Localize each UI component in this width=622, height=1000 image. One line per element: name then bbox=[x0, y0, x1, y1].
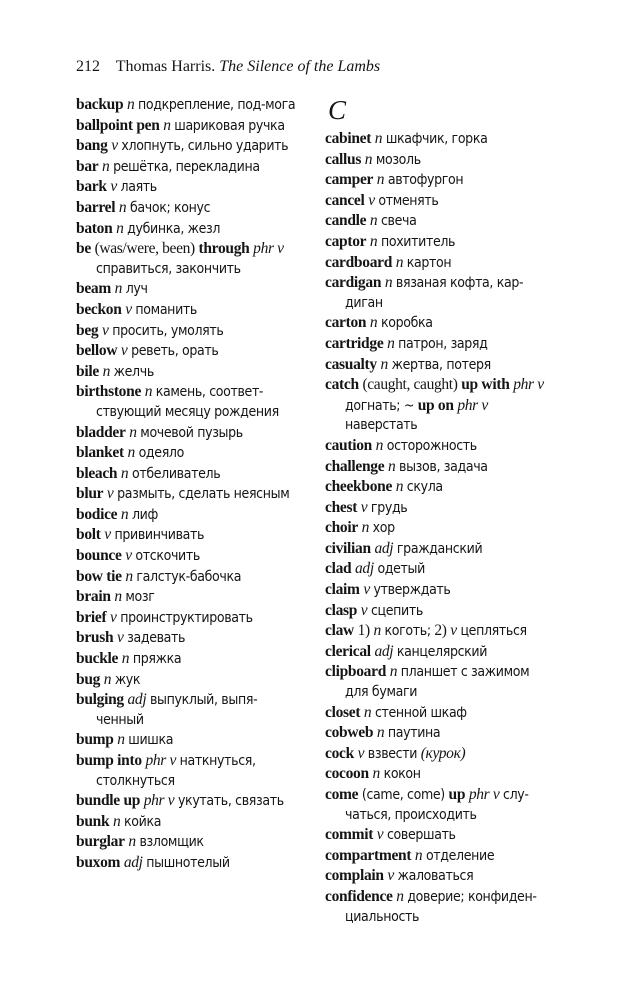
glossary-entry bbox=[325, 232, 549, 253]
headword: bow tie bbox=[76, 567, 122, 585]
translation: койка bbox=[124, 813, 162, 830]
headword: come bbox=[325, 786, 359, 803]
part-of-speech: v bbox=[102, 321, 109, 339]
headword: beam bbox=[76, 280, 111, 298]
translation: планшет с зажимом для бумаги bbox=[345, 664, 530, 701]
headword: catch bbox=[325, 376, 359, 394]
translation: галстук-бабочка bbox=[136, 568, 242, 585]
part-of-speech: v bbox=[110, 178, 117, 196]
translation: укутать, связать bbox=[177, 793, 284, 810]
part-of-speech: n bbox=[125, 567, 133, 585]
glossary-entry bbox=[325, 559, 549, 580]
glossary-entry bbox=[76, 791, 300, 812]
part-of-speech: n bbox=[376, 724, 385, 742]
glossary-entry bbox=[76, 443, 300, 464]
headword: bang bbox=[76, 137, 108, 155]
glossary-entry bbox=[76, 239, 300, 279]
headword: commit bbox=[325, 826, 374, 844]
part-of-speech: n bbox=[384, 274, 393, 292]
translation: лиф bbox=[131, 506, 158, 523]
glossary-entry bbox=[76, 587, 300, 608]
headword: beg bbox=[76, 321, 99, 339]
headword: blanket bbox=[76, 444, 124, 462]
glossary-entry bbox=[76, 321, 300, 342]
headword: civilian bbox=[325, 539, 371, 557]
part-of-speech: n bbox=[387, 334, 395, 352]
headword: bulging bbox=[76, 691, 124, 709]
headword: candle bbox=[325, 212, 367, 230]
translation: стенной шкаф bbox=[374, 704, 467, 721]
translation: мозг bbox=[125, 589, 155, 606]
glossary-entry bbox=[325, 601, 549, 622]
page-number: 212 bbox=[76, 58, 100, 75]
glossary-column-right bbox=[325, 95, 549, 927]
glossary-entry bbox=[76, 362, 300, 383]
translation: слу-чаться, происходить bbox=[345, 787, 529, 823]
headword: cheekbone bbox=[325, 478, 393, 496]
glossary-entry bbox=[325, 621, 549, 642]
headword: bark bbox=[76, 178, 107, 196]
translation: мозоль bbox=[375, 151, 421, 168]
section-letter: C bbox=[328, 95, 347, 125]
glossary-entry bbox=[76, 567, 300, 588]
part-of-speech: adj bbox=[123, 853, 143, 871]
part-of-speech: v bbox=[357, 744, 365, 762]
part-of-speech: v bbox=[125, 547, 132, 565]
headword: complain bbox=[325, 867, 384, 885]
page-header bbox=[76, 58, 380, 76]
translation: кокон bbox=[383, 766, 421, 783]
part-of-speech: v bbox=[360, 601, 368, 619]
translation: шариковая ручка bbox=[174, 117, 285, 134]
translation: отскочить bbox=[135, 548, 200, 565]
headword: claim bbox=[325, 581, 360, 599]
glossary-entry bbox=[325, 170, 549, 191]
headword: camper bbox=[325, 171, 374, 189]
part-of-speech: n bbox=[380, 355, 388, 373]
glossary-column-left bbox=[76, 95, 300, 874]
translation: паутина bbox=[387, 725, 441, 742]
headword: brain bbox=[76, 588, 111, 606]
headword: brush bbox=[76, 629, 114, 647]
part-of-speech: n bbox=[414, 846, 423, 864]
translation: привинчивать bbox=[114, 527, 205, 544]
headword: up on bbox=[417, 396, 454, 414]
translation: доверие; конфиден-циальность bbox=[345, 888, 537, 925]
part-of-speech: v bbox=[387, 867, 394, 885]
glossary-entry bbox=[76, 525, 300, 546]
glossary-entry bbox=[76, 690, 300, 730]
glossary-entry bbox=[325, 477, 549, 498]
translation: поманить bbox=[135, 301, 197, 318]
part-of-speech: adj bbox=[127, 691, 147, 709]
part-of-speech: n bbox=[114, 588, 122, 606]
headword: cabinet bbox=[325, 130, 372, 147]
glossary-entry bbox=[325, 785, 549, 825]
translation: коготь; bbox=[384, 623, 431, 640]
translation: скула bbox=[406, 479, 443, 496]
translation: коробка bbox=[380, 315, 433, 332]
glossary-entry bbox=[325, 498, 549, 519]
headword: captor bbox=[325, 232, 367, 250]
headword: be bbox=[76, 240, 91, 258]
headword: choir bbox=[325, 519, 358, 537]
part-of-speech: n bbox=[128, 833, 136, 851]
plain-text: 1) bbox=[357, 622, 370, 640]
part-of-speech: v bbox=[111, 137, 118, 155]
part-of-speech: v bbox=[363, 581, 370, 599]
headword: ballpoint pen bbox=[76, 116, 160, 134]
headword: chest bbox=[325, 498, 358, 516]
glossary-entry bbox=[325, 375, 549, 436]
translation: автофургон bbox=[387, 172, 464, 189]
part-of-speech: n bbox=[369, 212, 378, 230]
translation: утверждать bbox=[373, 582, 451, 599]
translation: гражданский bbox=[396, 540, 483, 557]
part-of-speech: n bbox=[102, 157, 110, 175]
headword: bleach bbox=[76, 464, 118, 482]
headword: brief bbox=[76, 608, 107, 626]
translation: мочевой пузырь bbox=[140, 424, 243, 441]
translation: одетый bbox=[377, 561, 425, 578]
glossary-entry bbox=[76, 177, 300, 198]
plain-text: (caught, caught) bbox=[362, 376, 458, 394]
part-of-speech: n bbox=[389, 663, 398, 681]
part-of-speech: n bbox=[369, 232, 378, 250]
translation: реветь, орать bbox=[131, 343, 219, 360]
part-of-speech: v bbox=[360, 498, 368, 516]
translation: отбеливатель bbox=[131, 465, 221, 482]
part-of-speech: n bbox=[121, 650, 130, 668]
headword: buxom bbox=[76, 853, 121, 871]
part-of-speech: n bbox=[120, 464, 129, 482]
part-of-speech: n bbox=[369, 314, 378, 332]
translation: канцелярский bbox=[396, 643, 488, 660]
headword: up bbox=[448, 786, 466, 803]
translation: дубинка, жезл bbox=[127, 220, 221, 237]
part-of-speech: n bbox=[126, 96, 135, 113]
headword: bodice bbox=[76, 505, 118, 523]
part-of-speech: v bbox=[120, 342, 128, 360]
part-of-speech: v bbox=[110, 608, 117, 626]
glossary-entry bbox=[325, 191, 549, 212]
headword: bellow bbox=[76, 342, 118, 360]
part-of-speech: phr v bbox=[143, 792, 175, 810]
headword: buckle bbox=[76, 650, 119, 668]
translation: подкрепление, под-мога bbox=[138, 97, 296, 113]
glossary-entry bbox=[76, 219, 300, 240]
glossary-entry bbox=[325, 129, 549, 150]
part-of-speech: v bbox=[368, 191, 375, 209]
running-book-title: The Silence of the Lambs bbox=[219, 58, 381, 75]
translation: пышнотелый bbox=[146, 854, 230, 871]
headword: cancel bbox=[325, 191, 365, 209]
headword: bump bbox=[76, 731, 114, 749]
headword: bug bbox=[76, 670, 101, 688]
headword: compartment bbox=[325, 846, 412, 864]
glossary-entry bbox=[76, 608, 300, 629]
glossary-entry bbox=[325, 211, 549, 232]
headword: bolt bbox=[76, 526, 101, 544]
glossary-entry bbox=[76, 505, 300, 526]
glossary-entry bbox=[325, 580, 549, 601]
glossary-entry bbox=[76, 300, 300, 321]
translation: (came, come) bbox=[361, 787, 445, 803]
translation: хор bbox=[372, 520, 395, 537]
part-of-speech: n bbox=[103, 670, 112, 688]
headword: bounce bbox=[76, 547, 122, 565]
plain-text: (was/were, been) bbox=[94, 240, 195, 258]
headword: clasp bbox=[325, 601, 358, 619]
translation: свеча bbox=[380, 213, 417, 230]
glossary-entry bbox=[325, 457, 549, 478]
headword: birthstone bbox=[76, 383, 142, 401]
translation: жук bbox=[114, 671, 141, 688]
part-of-speech: n bbox=[129, 423, 137, 441]
translation: задевать bbox=[127, 630, 186, 647]
glossary-entry bbox=[76, 382, 300, 422]
part-of-speech: adj bbox=[374, 539, 394, 557]
part-of-speech: v bbox=[116, 629, 124, 647]
headword: cardigan bbox=[325, 274, 382, 292]
headword: bunk bbox=[76, 812, 110, 830]
glossary-entry bbox=[325, 518, 549, 539]
translation: шкафчик, горка bbox=[385, 131, 488, 147]
translation: справиться, закончить bbox=[96, 260, 241, 277]
headword: cartridge bbox=[325, 334, 384, 352]
translation: отменять bbox=[378, 192, 439, 209]
glossary-entry bbox=[76, 116, 300, 137]
part-of-speech: n bbox=[114, 280, 123, 298]
part-of-speech: n bbox=[396, 887, 404, 905]
glossary-entry bbox=[76, 751, 300, 791]
part-of-speech: n bbox=[372, 765, 380, 783]
translation: камень, соответ-ствующий месяцу рождения bbox=[96, 384, 279, 420]
translation: выпуклый, выпя-ченный bbox=[96, 692, 258, 728]
part-of-speech: adj bbox=[355, 560, 374, 578]
headword: burglar bbox=[76, 833, 125, 851]
part-of-speech: (курок) bbox=[420, 744, 466, 762]
headword: cocoon bbox=[325, 765, 369, 783]
headword: clerical bbox=[325, 642, 371, 660]
headword: carton bbox=[325, 314, 367, 332]
headword: clad bbox=[325, 560, 352, 578]
glossary-entry bbox=[325, 764, 549, 785]
plain-text: 2) bbox=[434, 622, 447, 640]
translation: вязаная кофта, кар-диган bbox=[345, 275, 524, 311]
running-author: Thomas Harris. bbox=[115, 58, 216, 75]
headword: blur bbox=[76, 485, 104, 503]
glossary-entry bbox=[325, 744, 549, 765]
part-of-speech: n bbox=[376, 171, 385, 189]
translation: совершать bbox=[386, 827, 456, 844]
translation: пряжка bbox=[132, 651, 182, 668]
part-of-speech: v bbox=[106, 485, 114, 503]
headword: challenge bbox=[325, 457, 385, 475]
part-of-speech: adj bbox=[374, 642, 394, 660]
glossary-entry bbox=[76, 95, 300, 116]
translation: одеяло bbox=[138, 445, 184, 462]
headword: bladder bbox=[76, 423, 126, 441]
translation: размыть, сделать неясным bbox=[117, 486, 290, 503]
glossary-entry bbox=[325, 866, 549, 887]
translation: решётка, перекладина bbox=[113, 158, 260, 175]
translation: наткнуться, столкнуться bbox=[96, 753, 256, 789]
part-of-speech: n bbox=[127, 444, 135, 462]
headword: cobweb bbox=[325, 724, 374, 742]
headword: clipboard bbox=[325, 663, 387, 681]
headword: beckon bbox=[76, 300, 122, 318]
translation: жаловаться bbox=[397, 868, 474, 885]
headword: caution bbox=[325, 436, 372, 454]
part-of-speech: n bbox=[118, 198, 127, 216]
part-of-speech: n bbox=[373, 622, 381, 640]
glossary-entry bbox=[76, 670, 300, 691]
headword: closet bbox=[325, 703, 361, 721]
glossary-entry bbox=[76, 730, 300, 751]
part-of-speech: phr v bbox=[253, 240, 284, 258]
part-of-speech: v bbox=[125, 300, 132, 318]
glossary-entry bbox=[325, 313, 549, 334]
translation: наверстать bbox=[345, 417, 418, 434]
headword: bile bbox=[76, 362, 99, 380]
headword: casualty bbox=[325, 355, 377, 373]
glossary-entry bbox=[76, 484, 300, 505]
translation: сцепить bbox=[370, 602, 423, 619]
glossary-entry bbox=[76, 628, 300, 649]
glossary-entry bbox=[325, 355, 549, 376]
part-of-speech: v bbox=[450, 622, 457, 640]
translation: патрон, заряд bbox=[398, 335, 488, 352]
part-of-speech: n bbox=[163, 116, 171, 134]
glossary-entry bbox=[325, 539, 549, 560]
translation: шишка bbox=[128, 732, 174, 749]
glossary-entry bbox=[76, 341, 300, 362]
headword: claw bbox=[325, 622, 354, 640]
glossary-entries-right bbox=[325, 129, 549, 927]
glossary-entry bbox=[325, 662, 549, 702]
translation: желчь bbox=[113, 363, 154, 380]
translation: взломщик bbox=[139, 834, 204, 851]
glossary-entry bbox=[325, 334, 549, 355]
part-of-speech: n bbox=[395, 478, 404, 496]
translation: просить, умолять bbox=[112, 322, 224, 339]
translation: осторожность bbox=[386, 437, 477, 454]
translation: бачок; конус bbox=[129, 199, 211, 216]
part-of-speech: v bbox=[104, 526, 111, 544]
glossary-entry bbox=[76, 136, 300, 157]
glossary-entry bbox=[76, 649, 300, 670]
translation: грудь bbox=[370, 499, 408, 516]
part-of-speech: n bbox=[387, 457, 396, 475]
part-of-speech: n bbox=[361, 519, 369, 537]
part-of-speech: n bbox=[375, 436, 384, 454]
glossary-entry bbox=[325, 273, 549, 313]
headword: bump into bbox=[76, 752, 142, 769]
glossary-entry bbox=[325, 253, 549, 274]
part-of-speech: phr v bbox=[468, 786, 500, 803]
glossary-entry bbox=[76, 157, 300, 178]
glossary-entry bbox=[325, 150, 549, 171]
headword: callus bbox=[325, 150, 362, 168]
translation: отделение bbox=[425, 847, 495, 864]
part-of-speech: n bbox=[144, 383, 153, 401]
headword: up with bbox=[461, 376, 510, 394]
translation: хлопнуть, сильно ударить bbox=[121, 138, 289, 155]
part-of-speech: n bbox=[374, 130, 383, 147]
glossary-entry bbox=[325, 825, 549, 846]
translation: жертва, потеря bbox=[391, 356, 491, 373]
part-of-speech: phr v bbox=[513, 376, 544, 394]
part-of-speech: n bbox=[120, 505, 129, 523]
translation: луч bbox=[125, 281, 148, 298]
glossary-entry bbox=[76, 832, 300, 853]
translation: лаять bbox=[120, 179, 157, 196]
headword: cardboard bbox=[325, 253, 393, 271]
headword: backup bbox=[76, 96, 124, 113]
part-of-speech: phr v bbox=[145, 752, 176, 769]
part-of-speech: n bbox=[102, 362, 110, 380]
glossary-entry bbox=[325, 642, 549, 663]
part-of-speech: n bbox=[364, 150, 373, 168]
translation: цепляться bbox=[460, 623, 527, 640]
glossary-entry bbox=[76, 546, 300, 567]
translation: догнать; ~ bbox=[345, 397, 415, 414]
glossary-entry bbox=[76, 279, 300, 300]
translation: картон bbox=[406, 254, 452, 271]
translation: вызов, задача bbox=[399, 458, 488, 475]
headword: bundle up bbox=[76, 792, 141, 810]
glossary-entry bbox=[76, 464, 300, 485]
glossary-entry bbox=[325, 846, 549, 867]
glossary-entry bbox=[76, 853, 300, 874]
headword: cock bbox=[325, 744, 354, 762]
headword: barrel bbox=[76, 198, 116, 216]
part-of-speech: n bbox=[363, 703, 372, 721]
translation: проинструктировать bbox=[120, 609, 253, 626]
headword: confidence bbox=[325, 887, 393, 905]
glossary-entry bbox=[76, 423, 300, 444]
glossary-entry bbox=[76, 812, 300, 833]
part-of-speech: v bbox=[376, 826, 384, 844]
part-of-speech: n bbox=[395, 253, 404, 271]
headword: baton bbox=[76, 219, 113, 237]
headword: through bbox=[198, 240, 250, 258]
part-of-speech: n bbox=[116, 219, 124, 237]
translation: похититель bbox=[380, 233, 456, 250]
headword: bar bbox=[76, 157, 99, 175]
glossary-entry bbox=[325, 723, 549, 744]
glossary-entry bbox=[325, 703, 549, 724]
part-of-speech: n bbox=[117, 731, 125, 749]
part-of-speech: phr v bbox=[457, 396, 488, 414]
translation: взвести bbox=[367, 745, 418, 762]
glossary-entry bbox=[76, 198, 300, 219]
glossary-entry bbox=[325, 887, 549, 927]
glossary-entry bbox=[325, 436, 549, 457]
part-of-speech: n bbox=[112, 812, 121, 830]
